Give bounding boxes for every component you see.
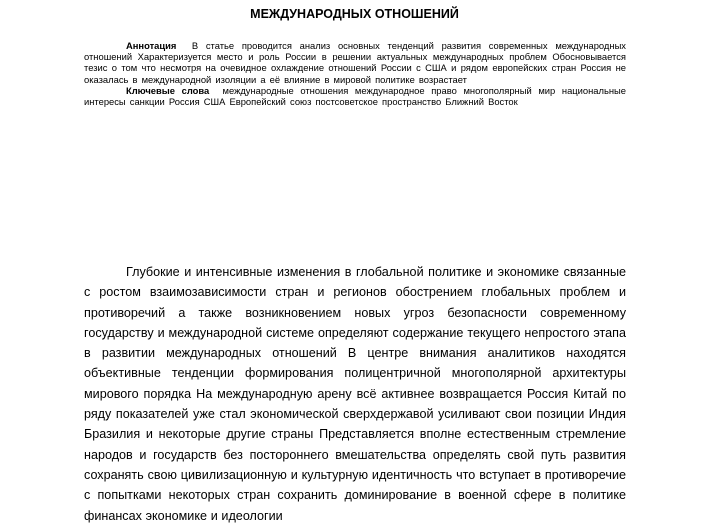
keywords-text: международные отношения международное право многополярный мир национальные интересы санкции Россия США Европейский союз постсоветское пространство Ближний Восток bbox=[84, 84, 626, 108]
body-paragraph: Глубокие и интенсивные изменения в глобальной политике и экономике связанные с ростом взаимозависимости стран и регионов обострением глобальных проблем и противоречий а также возникновением новых угроз безопасности современному государству и международной системе определяют содержание текущего непростого этапа в развитии международных отношений В центре внимания аналитиков находятся объективные тенденции формирования полицентричной многополярной архитектуры мирового порядка На международную арену всё активнее возвращается Россия Китай по ряду показателей уже стал экономической сверхдержавой усиливают свои позиции Индия Бразилия и некоторые другие страны Представляется вполне естественным стремление народов и государств без постороннего вмешательства определять свой путь развития сохранять свою цивилизационную и культурную идентичность что вступает в противоречие с попытками некоторых стран сохранить доминирование в военной сфере в политике финансах экономике и идеологии bbox=[84, 265, 626, 523]
abstract-section bbox=[84, 40, 626, 107]
main-text bbox=[84, 262, 626, 526]
abstract-text: В статье проводится анализ основных тенденций развития современных международных отношений Характеризуется место и роль России в решении актуальных международных проблем Обосновывается тезис о том что несмотря на очевидное охлаждение отношений России с США и рядом европейских стран Россия не оказалась в международной изоляции а её влияние в мировой политике возрастает bbox=[84, 40, 626, 85]
abstract-label: Аннотация bbox=[126, 40, 177, 51]
abstract-paragraph bbox=[84, 40, 626, 85]
keywords-paragraph bbox=[84, 85, 626, 107]
article-title: МЕЖДУНАРОДНЫХ ОТНОШЕНИЙ bbox=[250, 7, 459, 21]
keywords-label: Ключевые слова bbox=[126, 84, 210, 96]
